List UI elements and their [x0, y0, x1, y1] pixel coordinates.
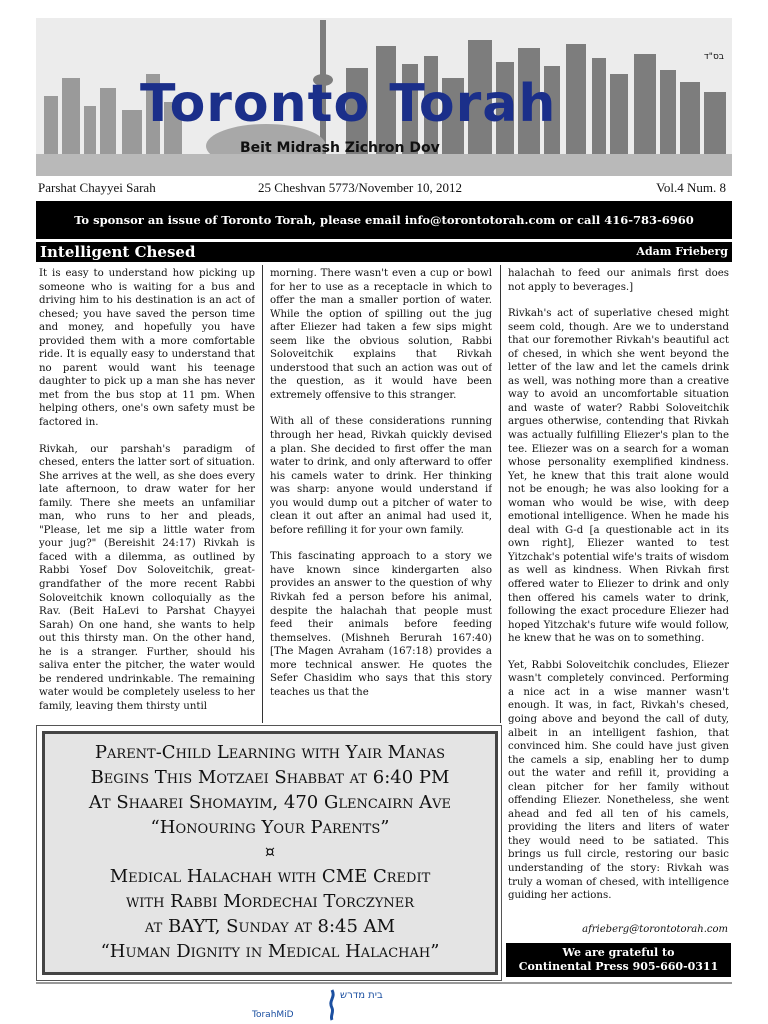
author-email[interactable]: afrieberg@torontotorah.com [582, 924, 728, 935]
newsletter-subtitle: Beit Midrash Zichron Dov [240, 140, 440, 156]
announcement-line: “Human Dignity in Medical Halachah” [100, 941, 440, 962]
announcement-line: At Shaarei Shomayim, 470 Glencairn Ave [88, 792, 452, 813]
paragraph: Rivkah's act of superlative chesed might seem cold, though. Are we to understand that our foremother Rivkah's beautiful act of chesed, in which she went beyond the letter of the law and let the camels drink as well, was nothing more than a creative way to avoid an uncomfortable situation and waste of water? Rabbi Soloveitchik argues otherwise, contending that Rivkah was actually fulfilling Eliezer's plan to the tee. Eliezer was on a search for a woman whose personality exemplified kindness. Yet, he knew that this trait alone would not be enough; he was also looking for a woman who would be wise, with deep emotional intelligence. When he made his deal with G-d [a questionable act in its own right], Eliezer wanted to test Yitzchak's potential wife's traits of wisdom as well as kindness. When Rivkah first offered water to Eliezer to drink and only then offered his camels water to drink, following the exact procedure Eliezer had hoped Yitzchak's future wife would follow, he knew that he was on to something. [508, 308, 729, 645]
paragraph: Rivkah, our parshah's paradigm of chesed, enters the latter sort of situation. She arrives at the well, as she does every late afternoon, to draw water for her family. There she meets an unfamiliar man, who runs to her and pleads, "Please, let me sip a little water from your jug?" (Bereishit 24:17) Rivkah is faced with a dilemma, as outlined by Rabbi Yosef Dov Soloveitchik, great-grandfather of the more recent Rabbi Soloveitchik known colloquially as the Rav. (Beit HaLevi to Parshat Chayyei Sarah) On one hand, she wants to help out this thirsty man. On the other hand, he is a stranger. Further, should his saliva enter the pitcher, the water would be rendered undrinkable. The remaining water would be completely useless to her family, leaving them thirsty until [39, 443, 255, 712]
sponsor-logos [240, 986, 500, 1024]
article-author: Adam Frieberg [636, 245, 728, 258]
announcement-box [42, 731, 498, 975]
article-title: Intelligent Chesed [40, 243, 196, 261]
parsha-name: Parshat Chayyei Sarah [38, 180, 156, 195]
separator-glyph: ¤ [264, 842, 276, 861]
volume-number: Vol.4 Num. 8 [656, 180, 726, 195]
announcement-line: Medical Halachah with CME Credit [109, 866, 431, 887]
paragraph: morning. There wasn't even a cup or bowl for her to use as a receptacle in which to offer the man a smaller portion of water. While the option of spilling out the jug after Eliezer had taken a few sips might seem like the obvious solution, Rabbi Soloveitchik explains that Rivkah understood that such an action was out of the question, as it would have been extremely offensive to this stranger. [270, 268, 492, 401]
article-column-3 [508, 267, 729, 922]
thanks-line: Continental Press 905-660-0311 [518, 960, 719, 973]
issue-date: 25 Cheshvan 5773/November 10, 2012 [258, 180, 463, 195]
paragraph: Yet, Rabbi Soloveitchik concludes, Eliezer wasn't completely convinced. Performing a nice act in a wise manner wasn't enough. It was, in fact, Rivkah's chesed, going above and beyond the call of duty, albeit in an intelligent fashion, that convinced him. She could have just given the camels a sip, enabling her to dump out the water and refill it, providing a clean pitcher for her family without offending Eliezer. Nonetheless, she went ahead and fed all ten of his camels, providing the liters and liters of water they would need to be satiated. This brings us full circle, restoring our basic understanding of the story: Rivkah was truly a woman of chesed, with intelligence guiding her actions. [508, 659, 729, 902]
paragraph: It is easy to understand how picking up someone who is waiting for a bus and driving him to his destination is an act of chesed; you have saved the person time and money, and hopefully you have provided them with a more comfortable ride. It is equally easy to understand that no parent would want his teenage daughter to pick up a man she has never met from the bus stop at 11 pm. When helping others, one's own safety must be factored in. [39, 268, 255, 429]
column-divider [262, 265, 263, 723]
torahmid-logo: TorahMiD [252, 1010, 294, 1020]
article-column-1 [39, 267, 255, 722]
paragraph: halachah to feed our animals first does not apply to beverages.] [508, 268, 729, 293]
issue-line [36, 180, 732, 198]
column-divider [500, 265, 501, 723]
announcement-line: with Rabbi Mordechai Torczyner [125, 891, 415, 912]
flame-logo-icon [324, 988, 340, 1022]
paragraph: This fascinating approach to a story we have known since kindergarten also provides an answer to the question of why Rivkah fed a person before his animal, despite the halachah that people must feed their animals before feeding themselves. (Mishneh Berurah 167:40) [The Magen Avraham (167:18) provides a more technical answer. He quotes the Sefer Chasidim who says that this story teaches us that the [270, 551, 492, 698]
thanks-line: We are grateful to [562, 946, 675, 959]
bsd-mark: בס"ד [703, 52, 724, 62]
bottom-divider [36, 982, 732, 984]
sponsor-bar: To sponsor an issue of Toronto Torah, please email info@torontotorah.com or call 416-783-6960 [36, 201, 732, 239]
printer-thanks-box [506, 943, 731, 977]
announcement-line: “Honouring Your Parents” [150, 817, 390, 838]
paragraph: With all of these considerations running through her head, Rivkah quickly devised a plan. She decided to first offer the man water to drink, and only afterward to offer his camels water to drink. Her thinking was sharp: anyone would understand if you would dump out a pitcher of water to clean it out after an animal had used it, before refilling it for your own family. [270, 416, 492, 536]
announcement-line: Begins This Motzaei Shabbat at 6:40 PM [90, 767, 450, 788]
announcement-line: at BAYT, Sunday at 8:45 AM [144, 916, 396, 937]
article-column-2 [270, 267, 492, 722]
article-title-bar [36, 242, 732, 262]
beit-midrash-logo: בית מדרש [340, 990, 383, 1001]
newsletter-title: Toronto Torah [140, 74, 557, 134]
announcement-line: Parent-Child Learning with Yair Manas [94, 742, 446, 763]
